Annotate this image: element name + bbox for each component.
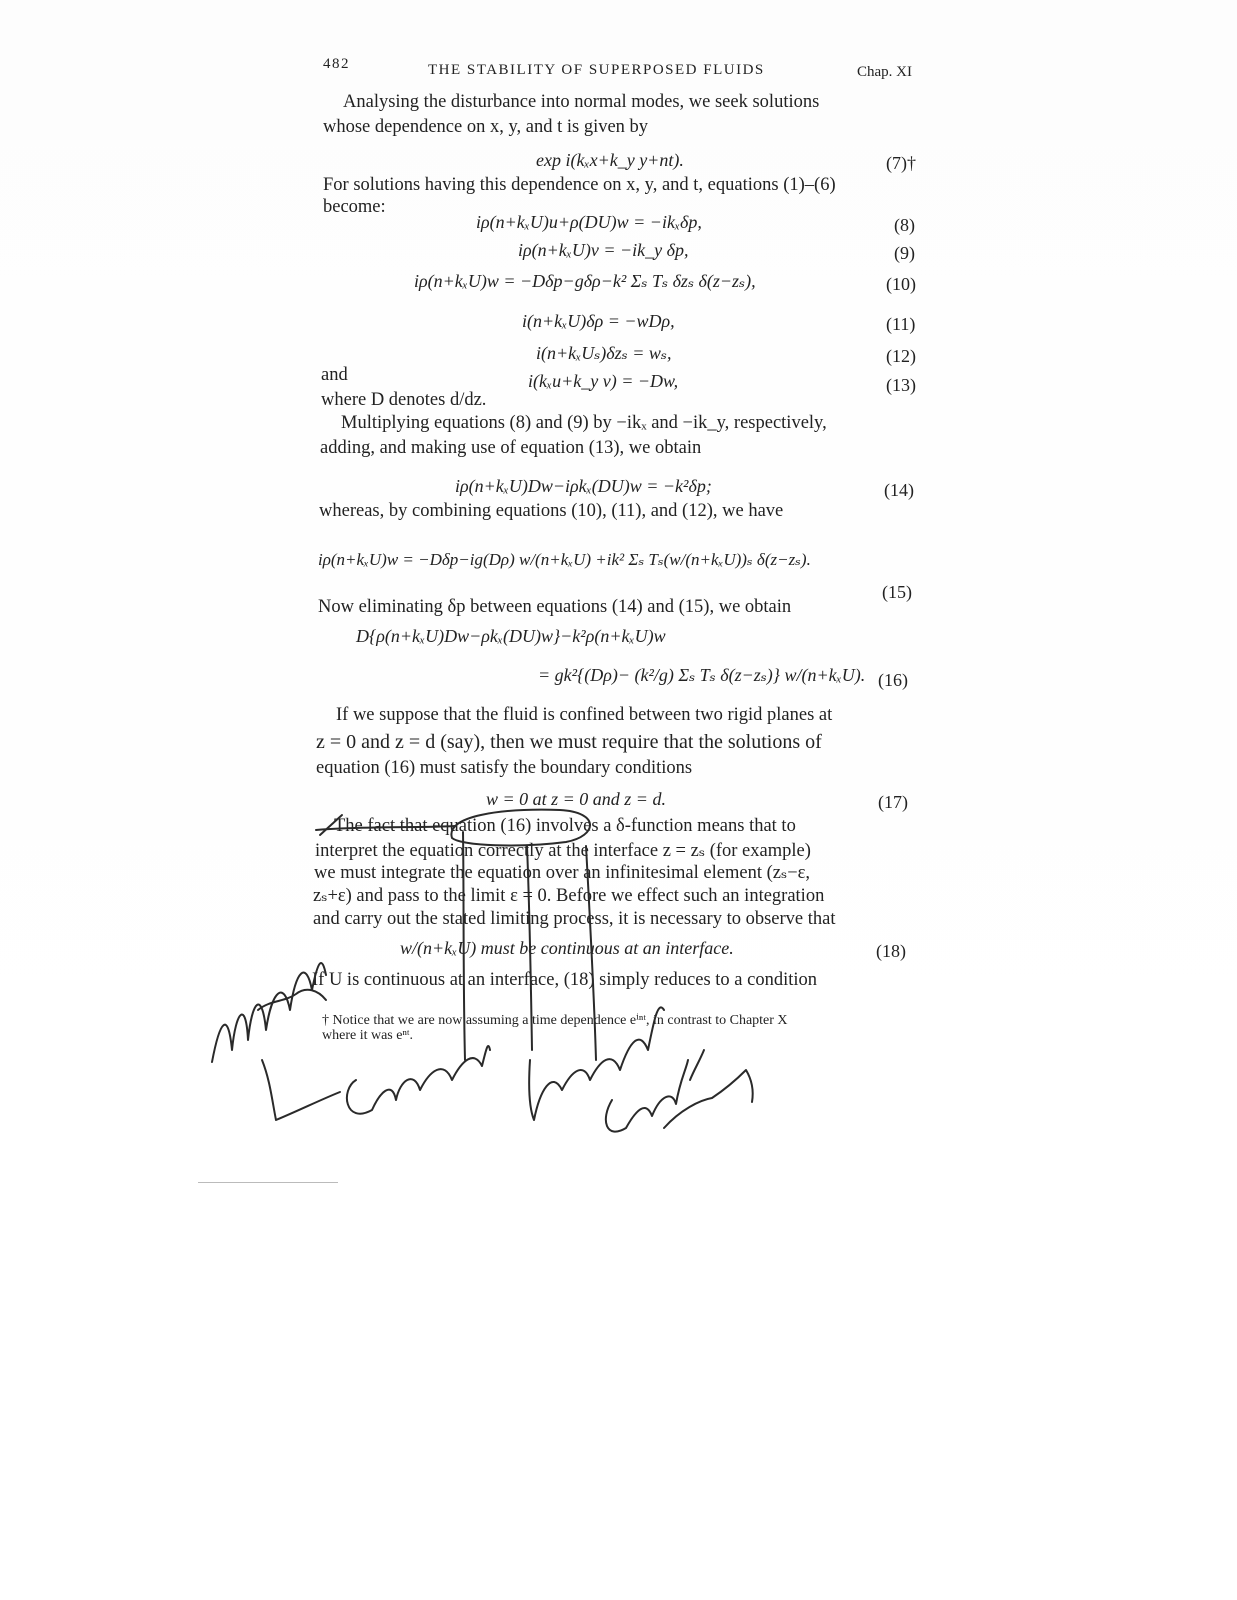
equation-number: (14) xyxy=(884,480,914,500)
equation-13: i(kₓu+k_y v) = −Dw, xyxy=(528,371,679,391)
paragraph-line: interpret the equation correctly at the interface z = zₛ (for example) xyxy=(315,841,811,861)
chapter-label: Chap. XI xyxy=(857,64,912,80)
equation-number: (18) xyxy=(876,941,906,961)
equation-8: iρ(n+kₓU)u+ρ(DU)w = −ikₓδp, xyxy=(476,212,702,232)
paragraph-line: we must integrate the equation over an infinitesimal element (zₛ−ε, xyxy=(314,863,811,883)
paragraph-line: If we suppose that the fluid is confined between two rigid planes at xyxy=(336,705,833,725)
paragraph-line: Analysing the disturbance into normal modes, we seek solutions xyxy=(343,92,820,112)
equation-number: (10) xyxy=(886,274,916,294)
paragraph-line: become: xyxy=(323,197,386,217)
equation-16-line2: = gk²{(Dρ)− (k²/g) Σₛ Tₛ δ(z−zₛ)} w/(n+kₓU). xyxy=(538,665,866,685)
equation-17: w = 0 at z = 0 and z = d. xyxy=(486,789,666,809)
equation-number: (13) xyxy=(886,375,916,395)
equation-16-line1: D{ρ(n+kₓU)Dw−ρkₓ(DU)w}−k²ρ(n+kₓU)w xyxy=(356,626,666,646)
paragraph-line: zₛ+ε) and pass to the limit ε = 0. Before we effect such an integration xyxy=(313,886,825,906)
equation-number: (7)† xyxy=(886,153,916,173)
paragraph-line: If U is continuous at an interface, (18) simply reduces to a condition xyxy=(312,970,818,990)
paragraph-line: The fact that equation (16) involves a δ-function means that to xyxy=(334,816,796,836)
footnote-line: † Notice that we are now assuming a time dependence eⁱⁿᵗ, in contrast to Chapter X xyxy=(322,1013,788,1028)
equation-15: iρ(n+kₓU)w = −Dδp−ig(Dρ) w/(n+kₓU) +ik² Σₛ Tₛ(w/(n+kₓU))ₛ δ(z−zₛ). xyxy=(318,550,811,569)
running-title: THE STABILITY OF SUPERPOSED FLUIDS xyxy=(428,62,765,78)
equation-number: (16) xyxy=(878,670,908,690)
paragraph-line: whereas, by combining equations (10), (11), and (12), we have xyxy=(319,501,784,521)
equation-18: w/(n+kₓU) must be continuous at an interface. xyxy=(400,938,734,958)
paragraph-line: equation (16) must satisfy the boundary conditions xyxy=(316,758,693,778)
equation-11: i(n+kₓU)δρ = −wDρ, xyxy=(522,311,675,331)
equation-number: (17) xyxy=(878,792,908,812)
equation-9: iρ(n+kₓU)v = −ik_y δp, xyxy=(518,240,689,260)
paragraph-line: Multiplying equations (8) and (9) by −ikₓ and −ik_y, respectively, xyxy=(341,413,827,433)
equation-number: (11) xyxy=(886,314,916,334)
and-label: and xyxy=(321,365,348,385)
page-number: 482 xyxy=(323,56,350,72)
equation-number: (9) xyxy=(894,243,915,263)
paragraph-line: z = 0 and z = d (say), then we must require that the solutions of xyxy=(316,731,822,753)
equation-number: (15) xyxy=(882,582,912,602)
paragraph-line: adding, and making use of equation (13), we obtain xyxy=(320,438,702,458)
equation-10: iρ(n+kₓU)w = −Dδp−gδρ−k² Σₛ Tₛ δzₛ δ(z−zₛ), xyxy=(414,271,756,291)
equation-14: iρ(n+kₓU)Dw−iρkₓ(DU)w = −k²δp; xyxy=(455,476,712,496)
equation-12: i(n+kₓUₛ)δzₛ = wₛ, xyxy=(536,343,672,363)
equation-number: (8) xyxy=(894,215,915,235)
paragraph-line: For solutions having this dependence on x, y, and t, equations (1)–(6) xyxy=(323,175,836,195)
paragraph-line: and carry out the stated limiting process, it is necessary to observe that xyxy=(313,909,836,929)
scan-edge-line xyxy=(198,1182,338,1183)
paragraph-line: where D denotes d/dz. xyxy=(321,390,487,410)
equation-7: exp i(kₓx+k_y y+nt). xyxy=(536,150,684,170)
footnote-line: where it was eⁿᵗ. xyxy=(322,1028,414,1043)
equation-number: (12) xyxy=(886,346,916,366)
paragraph-line: Now eliminating δp between equations (14) and (15), we obtain xyxy=(318,597,792,617)
paragraph-line: whose dependence on x, y, and t is given by xyxy=(323,117,649,137)
